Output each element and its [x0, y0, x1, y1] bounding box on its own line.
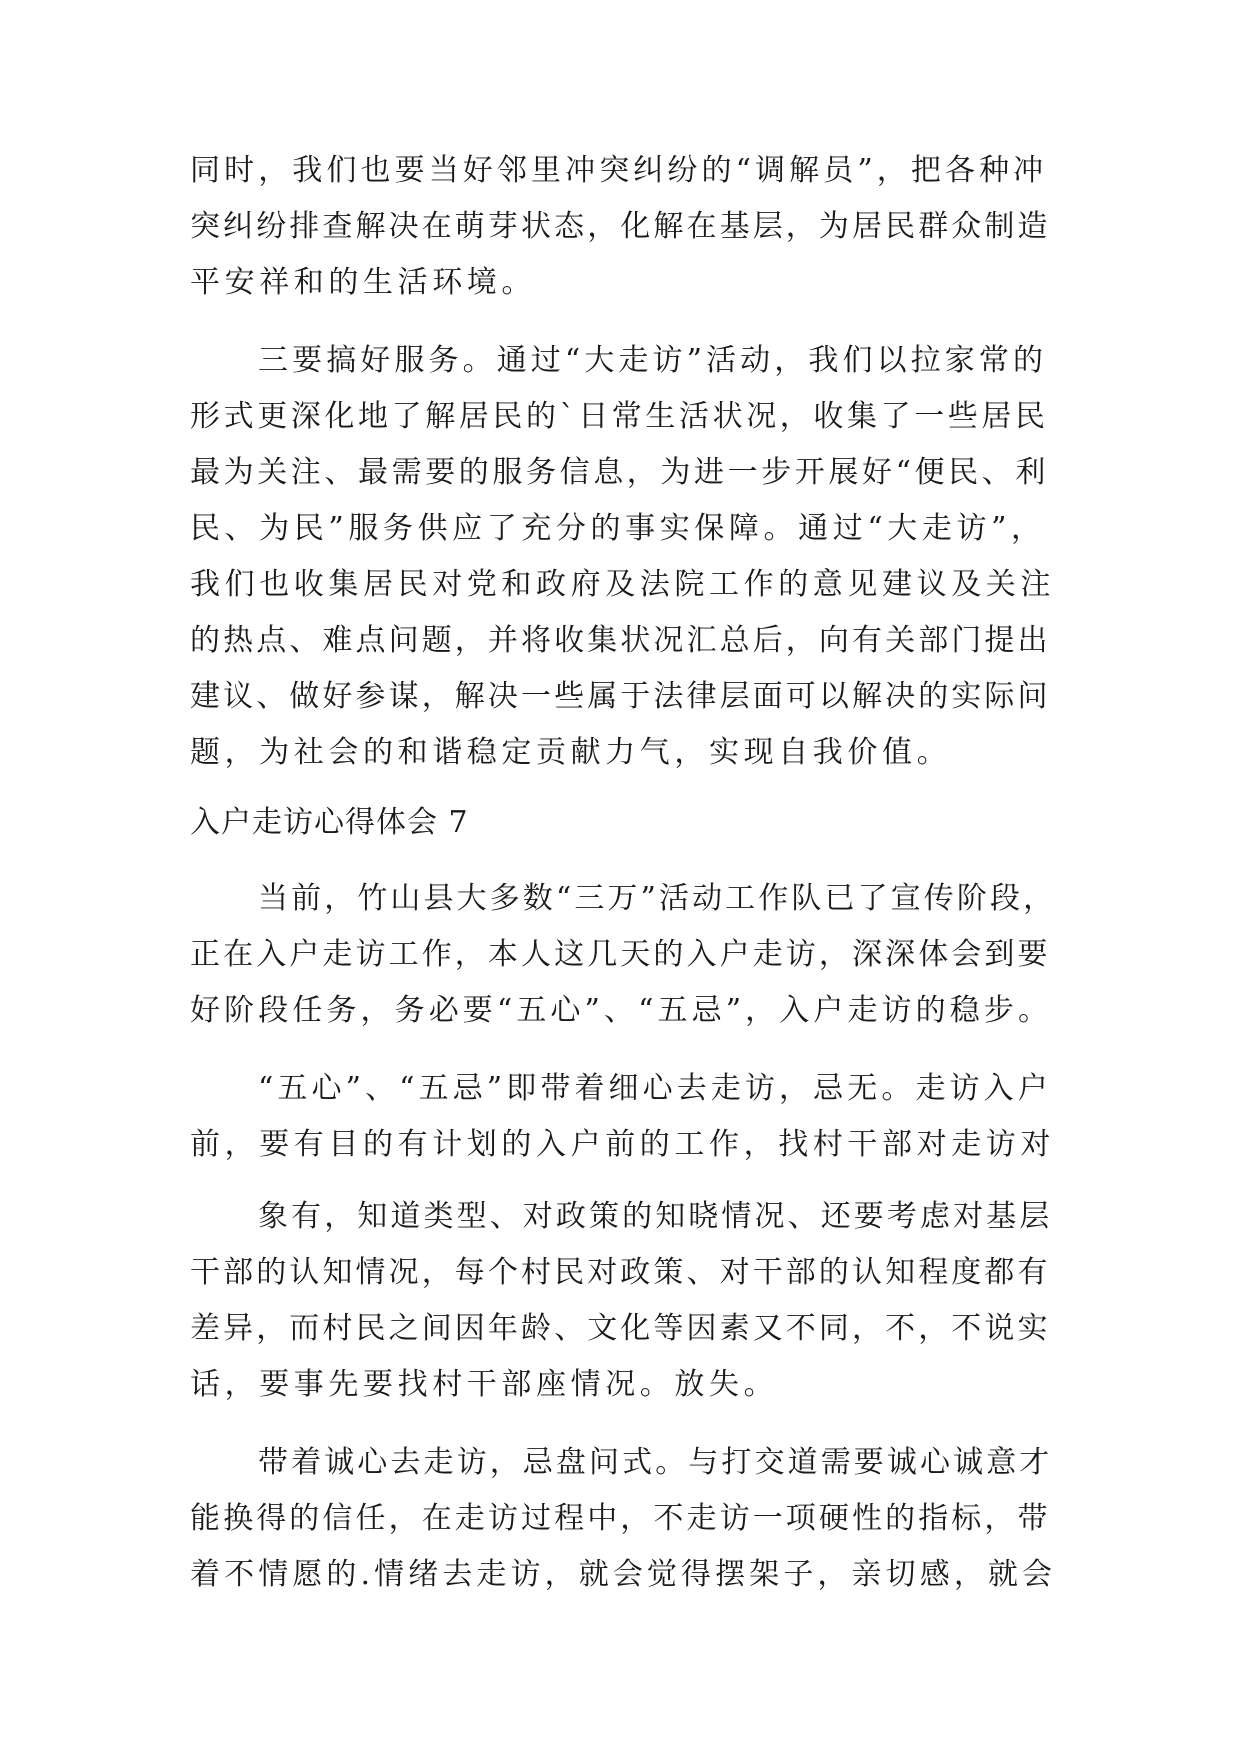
- text-line: 的热点、难点问题，并将收集状况汇总后，向有关部门提出: [190, 623, 1051, 658]
- text-line: 着不情愿的.情绪去走访，就会觉得摆架子，亲切感，就会: [190, 1557, 1056, 1592]
- section-heading: 入户走访心得体会 7: [190, 805, 469, 840]
- text-line: 同时，我们也要当好邻里冲突纠纷的“调解员”，把各种冲: [190, 153, 1048, 188]
- text-line: 形式更深化地了解居民的`日常生活状况，收集了一些居民: [190, 399, 1049, 434]
- text-line: 差异，而村民之间因年龄、文化等因素又不同，不，不说实: [190, 1311, 1051, 1346]
- text-line: 最为关注、最需要的服务信息，为进一步开展好“便民、利: [190, 455, 1049, 490]
- text-line: 当前，竹山县大多数“三万”活动工作队已了宣传阶段，: [258, 881, 1056, 916]
- text-line: 正在入户走访工作，本人这几天的入户走访，深深体会到要: [190, 937, 1051, 972]
- text-line: 突纠纷排查解决在萌芽状态，化解在基层，为居民群众制造: [190, 209, 1051, 244]
- text-line: 象有，知道类型、对政策的知晓情况、还要考虑对基层: [258, 1199, 1053, 1234]
- text-line: 三要搞好服务。通过“大走访”活动，我们以拉家常的: [258, 343, 1048, 378]
- text-line: 话，要事先要找村干部座情况。放失。: [190, 1367, 779, 1402]
- text-line: “五心”、“五忌”即带着细心去走访，忌无。走访入户: [258, 1071, 1052, 1106]
- text-line: 平安祥和的生活环境。: [190, 265, 536, 300]
- text-line: 我们也收集居民对党和政府及法院工作的意见建议及关注: [190, 567, 1055, 602]
- text-line: 民、为民”服务供应了充分的事实保障。通过“大走访”，: [190, 511, 1046, 546]
- text-line: 好阶段任务，务必要“五心”、“五忌”，入户走访的稳步。: [190, 993, 1053, 1028]
- text-line: 带着诚心去走访，忌盘问式。与打交道需要诚心诚意才: [258, 1445, 1053, 1480]
- text-line: 题，为社会的和谐稳定贡献力气，实现自我价值。: [190, 735, 952, 770]
- text-line: 前，要有目的有计划的入户前的工作，找村干部对走访对: [190, 1127, 1055, 1162]
- text-line: 能换得的信任，在走访过程中，不走访一项硬性的指标，带: [190, 1501, 1051, 1536]
- text-line: 干部的认知情况，每个村民对政策、对干部的认知程度都有: [190, 1255, 1051, 1290]
- text-line: 建议、做好参谋，解决一些属于法律层面可以解决的实际问: [190, 679, 1051, 714]
